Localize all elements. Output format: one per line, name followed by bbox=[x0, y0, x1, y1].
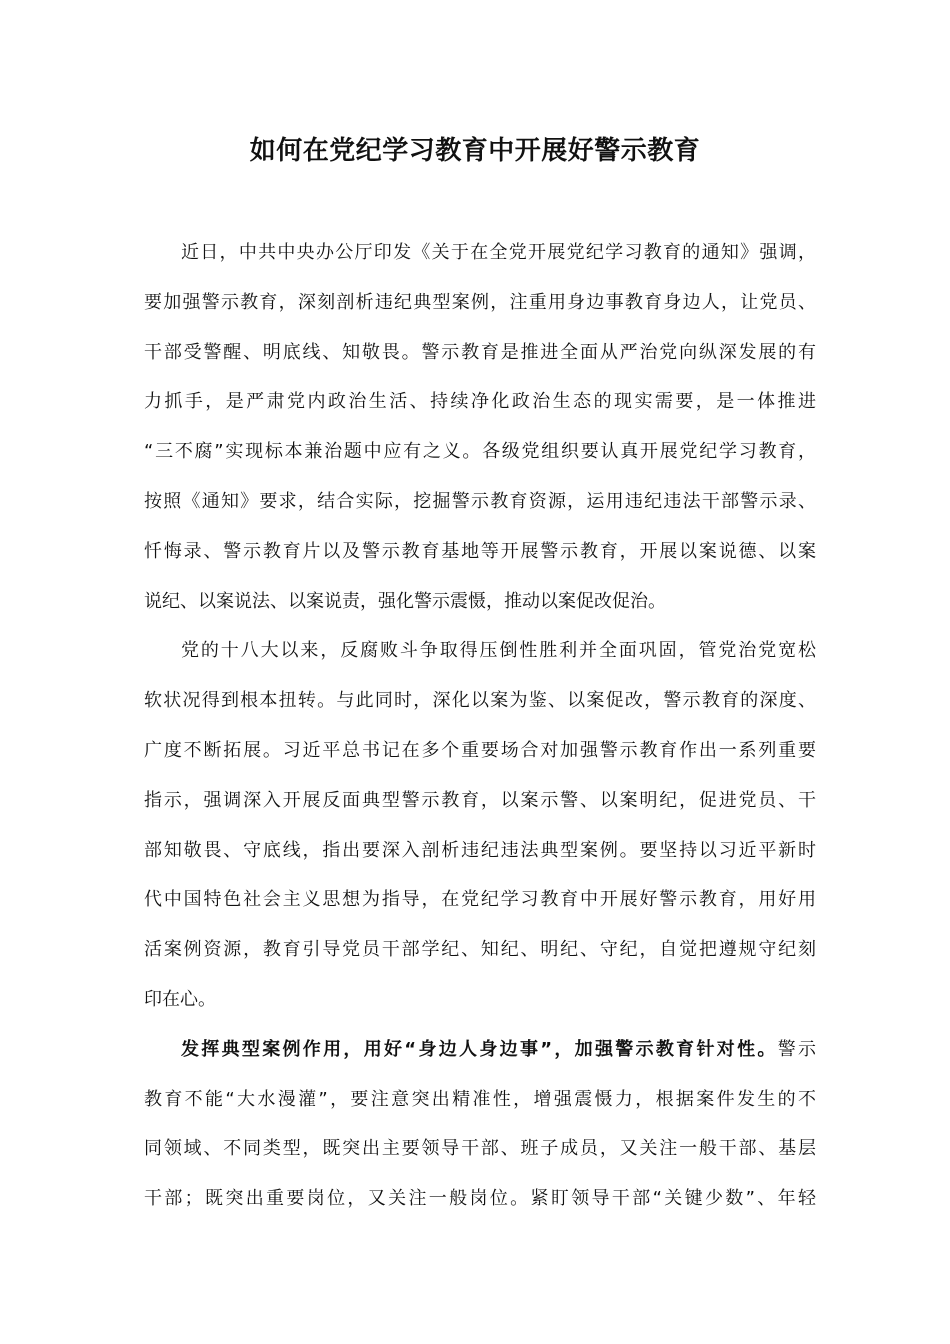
body-line: 代中国特色社会主义思想为指导，在党纪学习教育中开展好警示教育，用好用 bbox=[144, 889, 816, 911]
body-line-with-heading bbox=[144, 1025, 816, 1075]
document-body bbox=[144, 228, 816, 1224]
body-line: 按照《通知》要求，结合实际，挖掘警示教育资源，运用违纪违法干部警示录、 bbox=[144, 490, 816, 512]
body-line: 要加强警示教育，深刻剖析违纪典型案例，注重用身边事教育身边人，让党员、 bbox=[144, 291, 816, 313]
body-line-tail: 警示 bbox=[777, 1038, 816, 1060]
body-line: 党的十八大以来，反腐败斗争取得压倒性胜利并全面巩固，管党治党宽松 bbox=[181, 640, 816, 662]
body-line: 同领域、不同类型，既突出主要领导干部、班子成员，又关注一般干部、基层 bbox=[144, 1138, 816, 1160]
body-line: 印在心。 bbox=[144, 988, 216, 1010]
body-line: 干部；既突出重要岗位，又关注一般岗位。紧盯领导干部“关键少数”、年轻 bbox=[144, 1188, 816, 1210]
document-title: 如何在党纪学习教育中开展好警示教育 bbox=[249, 136, 701, 166]
body-line: “三不腐”实现标本兼治题中应有之义。各级党组织要认真开展党纪学习教育， bbox=[144, 441, 816, 463]
body-line: 软状况得到根本扭转。与此同时，深化以案为鉴、以案促改，警示教育的深度、 bbox=[144, 690, 816, 712]
body-line: 近日，中共中央办公厅印发《关于在全党开展党纪学习教育的通知》强调， bbox=[181, 242, 816, 263]
body-line: 活案例资源，教育引导党员干部学纪、知纪、明纪、守纪，自觉把遵规守纪刻 bbox=[144, 939, 816, 961]
bold-heading: 发挥典型案例作用，用好“身边人身边事”，加强警示教育针对性。 bbox=[181, 1038, 778, 1060]
body-line: 教育不能“大水漫灌”，要注意突出精准性，增强震慑力，根据案件发生的不 bbox=[144, 1088, 816, 1110]
body-line: 忏悔录、警示教育片以及警示教育基地等开展警示教育，开展以案说德、以案 bbox=[144, 540, 816, 562]
body-line: 部知敬畏、守底线，指出要深入剖析违纪违法典型案例。要坚持以习近平新时 bbox=[144, 839, 816, 861]
body-line: 指示，强调深入开展反面典型警示教育，以案示警、以案明纪，促进党员、干 bbox=[144, 789, 816, 811]
body-line: 干部受警醒、明底线、知敬畏。警示教育是推进全面从严治党向纵深发展的有 bbox=[144, 341, 816, 363]
body-line: 广度不断拓展。习近平总书记在多个重要场合对加强警示教育作出一系列重要 bbox=[144, 739, 816, 761]
body-line: 说纪、以案说法、以案说责，强化警示震慑，推动以案促改促治。 bbox=[144, 590, 666, 612]
body-line: 力抓手，是严肃党内政治生活、持续净化政治生态的现实需要，是一体推进 bbox=[144, 391, 816, 413]
